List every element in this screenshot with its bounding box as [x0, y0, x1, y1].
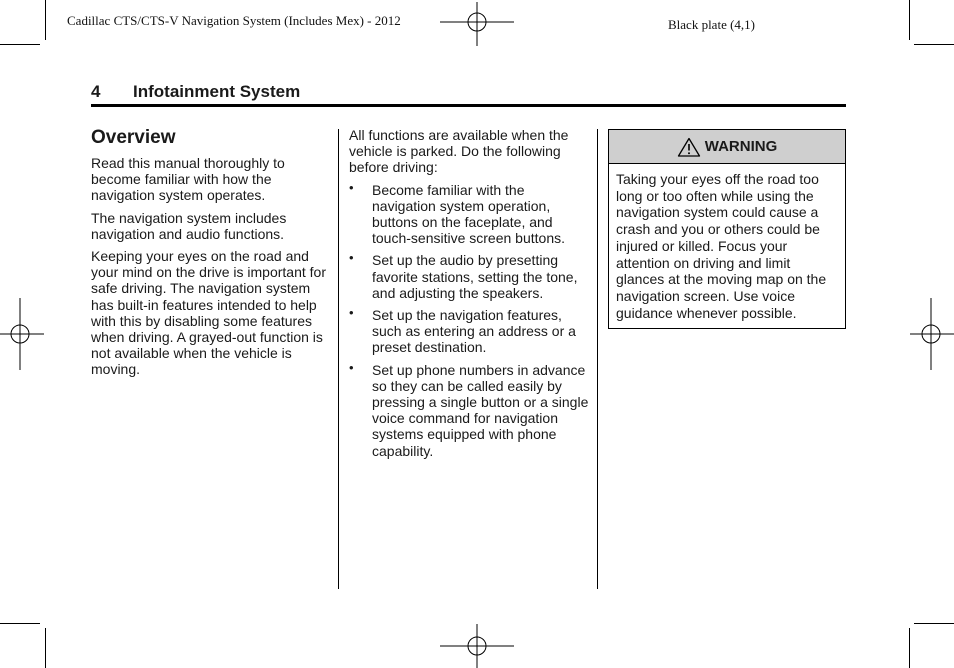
before-driving-list — [349, 179, 589, 459]
list-item-text: Set up the audio by presetting favorite stations, setting the tone, and adjusting the speakers. — [372, 252, 578, 301]
warning-header — [609, 130, 845, 164]
warning-box — [608, 129, 846, 329]
section-title: Infotainment System — [133, 82, 301, 101]
column-overview — [91, 127, 327, 384]
column-divider — [597, 129, 598, 589]
column-before-driving — [349, 127, 589, 465]
page-number: 4 — [91, 82, 101, 101]
list-item — [349, 307, 589, 356]
overview-heading: Overview — [91, 127, 176, 148]
column-divider — [338, 129, 339, 589]
list-item — [349, 252, 589, 301]
list-item-text: Set up the navigation features, such as entering an address or a preset destination. — [372, 307, 576, 356]
overview-paragraph: Keeping your eyes on the road and your mind on the drive is important for safe driving. The navigation system has built-in features intended to help with this by disabling some features when driving. A grayed-out function is not available when the vehicle is moving. — [91, 248, 326, 378]
registration-mark-right — [910, 298, 954, 370]
section-header — [91, 80, 846, 107]
overview-paragraph: Read this manual thoroughly to become familiar with how the navigation system operates. — [91, 155, 285, 204]
bullet-icon: • — [349, 359, 354, 375]
registration-mark-top — [440, 2, 514, 46]
before-driving-intro: All functions are available when the vehicle is parked. Do the following before driving: — [349, 127, 569, 176]
bullet-icon: • — [349, 250, 354, 266]
warning-label: WARNING — [704, 138, 778, 155]
list-item-text: Become familiar with the navigation system operation, buttons on the faceplate, and touch-sensitive screen buttons. — [372, 181, 565, 247]
list-item-text: Set up phone numbers in advance so they can be called easily by pressing a single button or a single voice command for navigation systems equipped with phone capability. — [372, 361, 589, 459]
warning-text: Taking your eyes off the road too long or too often while using the navigation system could cause a crash and you or others could be injured or killed. Focus your attention on driving and limit glances at the moving map on the navigation screen. Use voice guidance whenever possible. — [616, 171, 827, 321]
warning-triangle-icon — [677, 137, 701, 157]
list-item — [349, 179, 589, 247]
slug-document-title: Cadillac CTS/CTS-V Navigation System (Includes Mex) - 2012 — [67, 13, 401, 28]
bullet-icon: • — [349, 179, 354, 195]
bullet-icon: • — [349, 305, 354, 321]
overview-paragraph: The navigation system includes navigation and audio functions. — [91, 209, 287, 242]
list-item — [349, 359, 589, 459]
registration-mark-left — [0, 298, 44, 370]
registration-mark-bottom — [440, 624, 514, 668]
slug-plate-info: Black plate (4,1) — [668, 17, 755, 32]
